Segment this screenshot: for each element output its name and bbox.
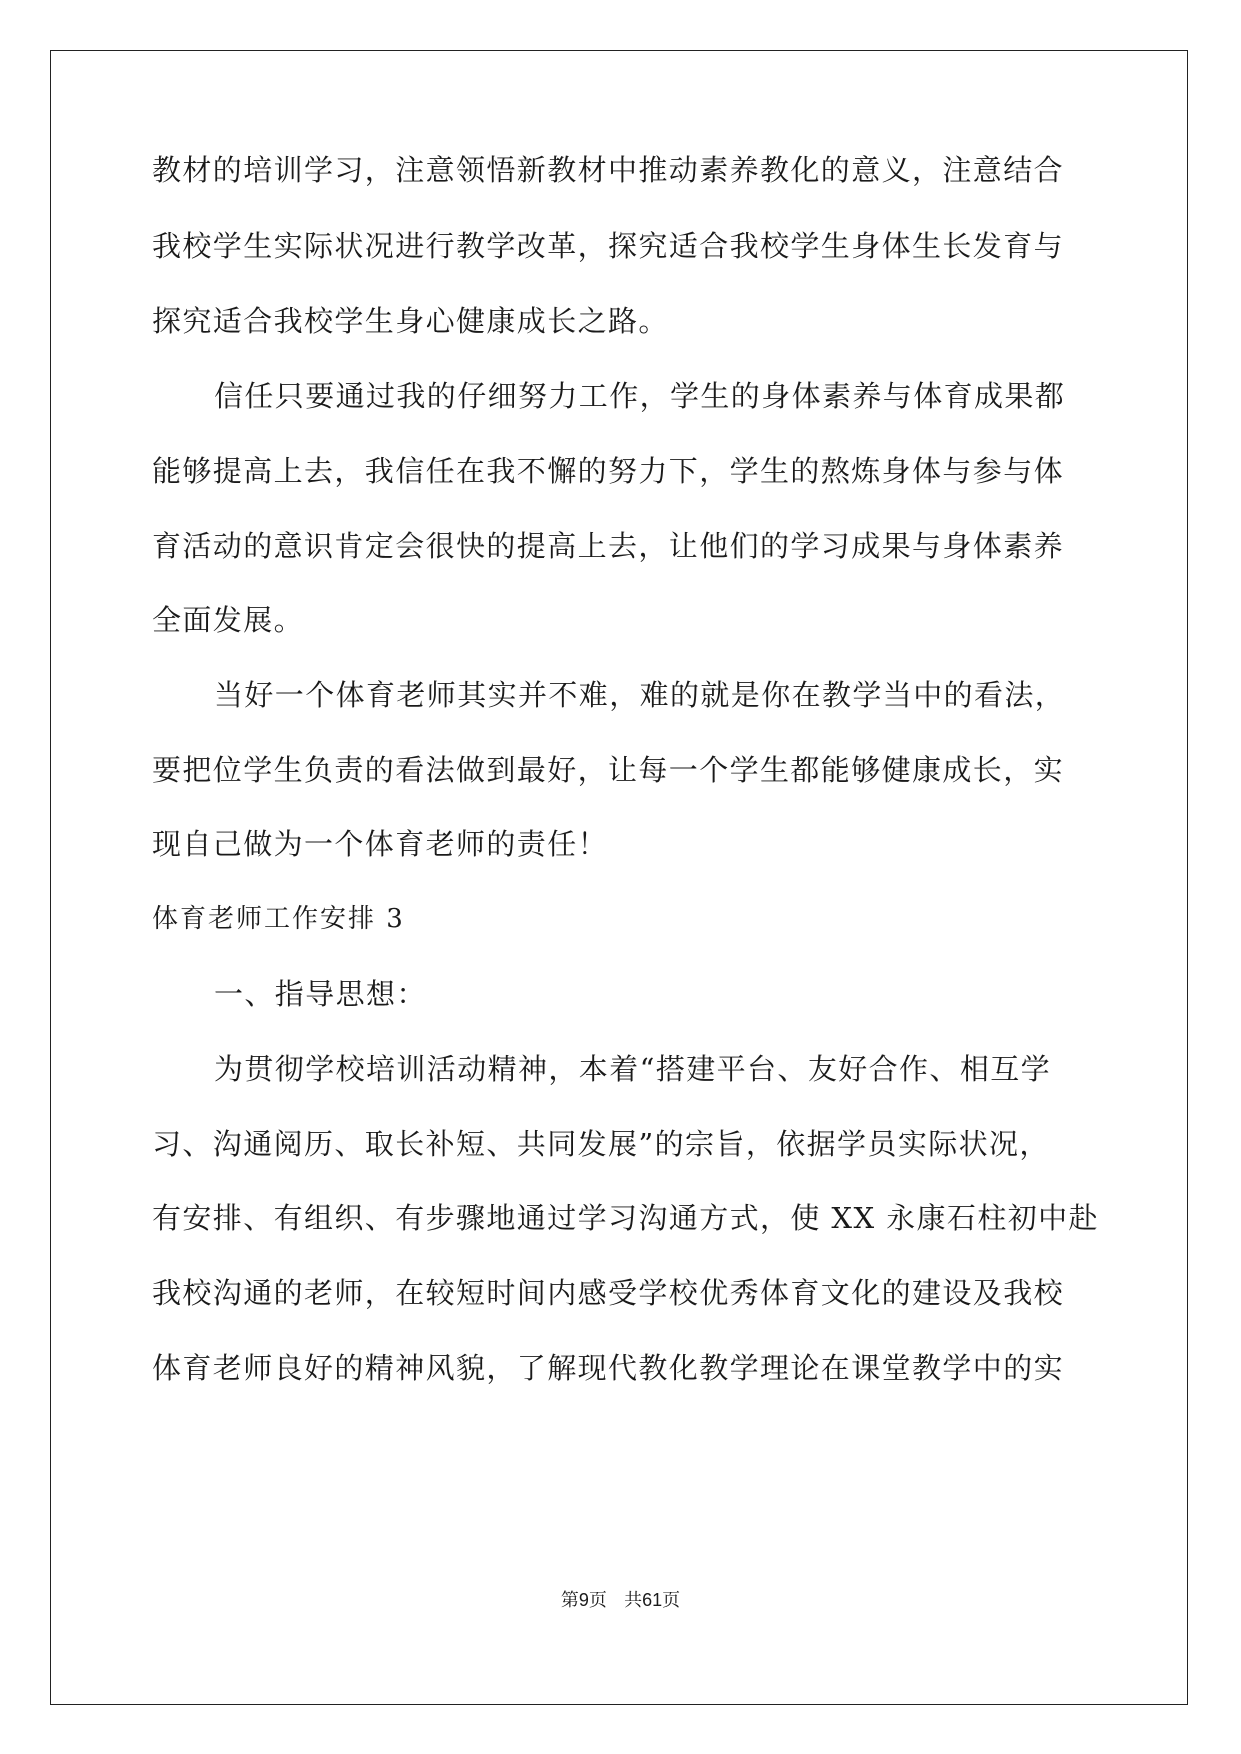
footer-page-suffix: 页 — [588, 1590, 607, 1611]
page-number: 9 — [578, 1590, 589, 1610]
body-line: 能够提高上去，我信任在我不懈的努力下，学生的熬炼身体与参与体 — [152, 454, 1065, 488]
paragraph-first-line: 当好一个体育老师其实并不难，难的就是你在教学当中的看法， — [214, 678, 1066, 712]
body-line: 全面发展。 — [152, 603, 305, 637]
body-line: 要把位学生负责的看法做到最好，让每一个学生都能够健康成长，实 — [152, 753, 1065, 787]
body-line: 探究适合我校学生身心健康成长之路。 — [152, 304, 669, 338]
section-heading: 体育老师工作安排 3 — [152, 904, 405, 934]
page-footer — [0, 1588, 1241, 1613]
body-line: 教材的培训学习，注意领悟新教材中推动素养教化的意义，注意结合 — [152, 153, 1065, 187]
footer-prefix: 第 — [560, 1590, 579, 1611]
body-line: 现自己做为一个体育老师的责任！ — [152, 827, 609, 861]
body-line: 我校沟通的老师，在较短时间内感受学校优秀体育文化的建设及我校 — [152, 1276, 1065, 1310]
body-line: 有安排、有组织、有步骤地通过学习沟通方式，使 XX 永康石柱初中赴 — [152, 1201, 1099, 1235]
subsection-heading: 一、指导思想： — [214, 977, 427, 1011]
footer-total-prefix: 共 — [624, 1590, 643, 1611]
body-line: 习、沟通阅历、取长补短、共同发展”的宗旨，依据学员实际状况， — [152, 1127, 1050, 1161]
page-border — [50, 50, 1188, 1705]
footer-total-suffix: 页 — [662, 1590, 681, 1611]
paragraph-first-line: 为贯彻学校培训活动精神，本着“搭建平台、友好合作、相互学 — [214, 1052, 1052, 1086]
paragraph-first-line: 信任只要通过我的仔细努力工作，学生的身体素养与体育成果都 — [214, 379, 1066, 413]
body-line: 我校学生实际状况进行教学改革，探究适合我校学生身体生长发育与 — [152, 229, 1065, 263]
total-pages: 61 — [642, 1590, 663, 1610]
body-line: 育活动的意识肯定会很快的提高上去，让他们的学习成果与身体素养 — [152, 529, 1065, 563]
body-line: 体育老师良好的精神风貌，了解现代教化教学理论在课堂教学中的实 — [152, 1351, 1065, 1385]
